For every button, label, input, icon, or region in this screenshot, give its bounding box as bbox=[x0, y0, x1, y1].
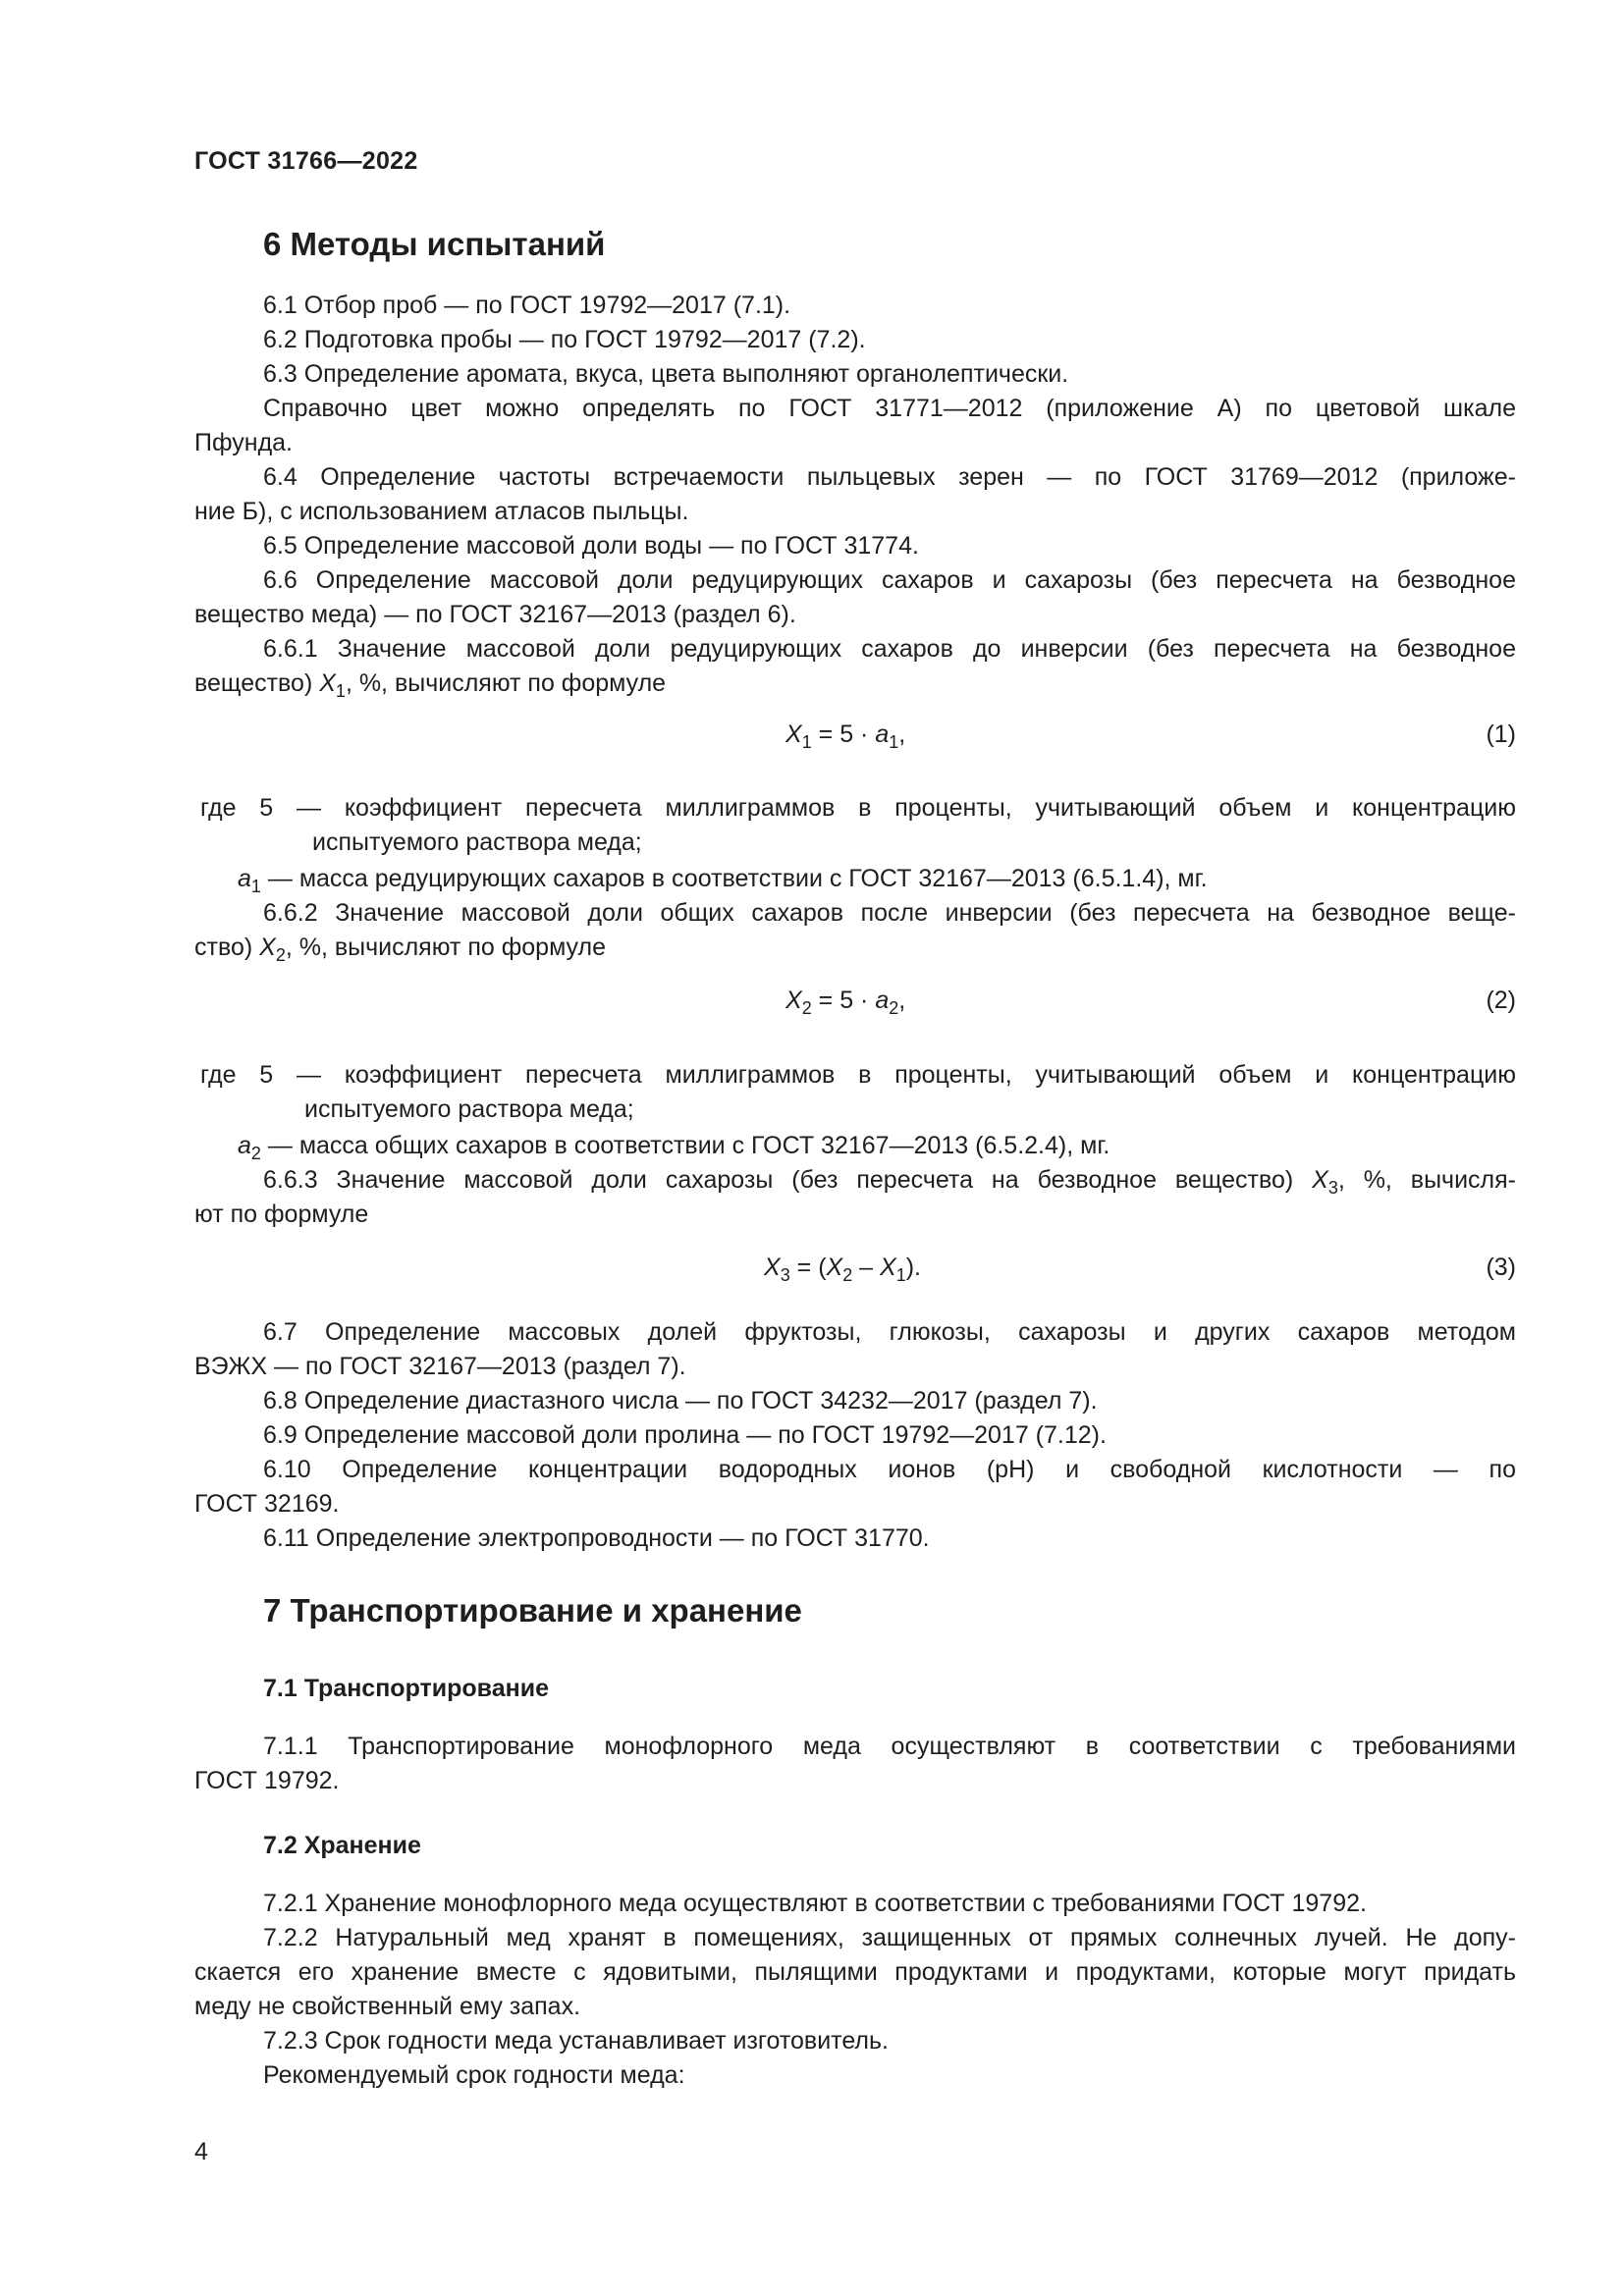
subsection-7-2-title: 7.2 Хранение bbox=[263, 1832, 421, 1859]
formula-1-number: (1) bbox=[1486, 721, 1516, 748]
para-6-6-1-line1: 6.6.1 Значение массовой доли редуцирующих сахаров до инверсии (без пересчета на безводное bbox=[263, 635, 1516, 663]
para-6-9: 6.9 Определение массовой доли пролина — по ГОСТ 19792—2017 (7.12). bbox=[263, 1421, 1107, 1449]
formula-3-number: (3) bbox=[1486, 1254, 1516, 1281]
para-7-2-1: 7.2.1 Хранение монофлорного меда осуществляют в соответствии с требованиями ГОСТ 19792. bbox=[263, 1890, 1367, 1917]
para-6-6-2-line1: 6.6.2 Значение массовой доли общих сахаров после инверсии (без пересчета на безводное веще- bbox=[263, 899, 1516, 927]
where-1-line1: где 5 — коэффициент пересчета миллиграммов в проценты, учитывающий объем и концентрацию bbox=[200, 794, 1516, 822]
para-7-1-1-line2: ГОСТ 19792. bbox=[194, 1767, 340, 1794]
where-2-line1: где 5 — коэффициент пересчета миллиграммов в проценты, учитывающий объем и концентрацию bbox=[200, 1061, 1516, 1089]
para-6-10-line1: 6.10 Определение концентрации водородных ионов (pH) и свободной кислотности — по bbox=[263, 1456, 1516, 1483]
para-7-1-1-line1: 7.1.1 Транспортирование монофлорного меда осуществляют в соответствии с требованиями bbox=[263, 1733, 1516, 1760]
para-6-11: 6.11 Определение электропроводности — по ГОСТ 31770. bbox=[263, 1524, 930, 1552]
where-2-line2: испытуемого раствора меда; bbox=[304, 1095, 634, 1123]
para-7-2-2-line2: скается его хранение вместе с ядовитыми, пылящими продуктами и продуктами, которые могут придать bbox=[194, 1958, 1516, 1986]
section-7-title: 7 Транспортирование и хранение bbox=[263, 1592, 802, 1629]
para-6-4-line1: 6.4 Определение частоты встречаемости пыльцевых зерен — по ГОСТ 31769—2012 (приложе- bbox=[263, 463, 1516, 491]
para-6-2: 6.2 Подготовка пробы — по ГОСТ 19792—2017 (7.2). bbox=[263, 326, 866, 353]
para-6-10-line2: ГОСТ 32169. bbox=[194, 1490, 340, 1518]
para-6-7-line1: 6.7 Определение массовых долей фруктозы, глюкозы, сахарозы и других сахаров методом bbox=[263, 1318, 1516, 1346]
para-6-8: 6.8 Определение диастазного числа — по ГОСТ 34232—2017 (раздел 7). bbox=[263, 1387, 1098, 1415]
formula-2-number: (2) bbox=[1486, 987, 1516, 1014]
para-6-6-2-line2: ство) $X_2$, %, вычисляют по формуле bbox=[194, 934, 606, 965]
document-header: ГОСТ 31766—2022 bbox=[194, 147, 418, 175]
page-number: 4 bbox=[194, 2138, 208, 2165]
para-6-3b-line1: Справочно цвет можно определять по ГОСТ 31771—2012 (приложение А) по цветовой шкале bbox=[263, 395, 1516, 422]
where-1-a1: $a_1$ — масса редуцирующих сахаров в соответствии с ГОСТ 32167—2013 (6.5.1.4), мг. bbox=[238, 865, 1208, 896]
para-6-6-1-line2: вещество) $X_1$, %, вычисляют по формуле bbox=[194, 669, 667, 701]
para-6-3: 6.3 Определение аромата, вкуса, цвета выполняют органолептически. bbox=[263, 360, 1069, 388]
para-6-7-line2: ВЭЖХ — по ГОСТ 32167—2013 (раздел 7). bbox=[194, 1353, 686, 1380]
para-7-2-2-line3: меду не свойственный ему запах. bbox=[194, 1993, 581, 2020]
where-1-line2: испытуемого раствора меда; bbox=[312, 828, 642, 856]
para-6-6-3-line2: ют по формуле bbox=[194, 1201, 369, 1228]
section-6-title: 6 Методы испытаний bbox=[263, 226, 606, 262]
para-6-4-line2: ние Б), с использованием атласов пыльцы. bbox=[194, 498, 689, 525]
formula-2: $X_2 = 5 \cdot a_2$, bbox=[785, 987, 906, 1018]
para-7-2-3b: Рекомендуемый срок годности меда: bbox=[263, 2061, 685, 2089]
para-7-2-2-line1: 7.2.2 Натуральный мед хранят в помещениях, защищенных от прямых солнечных лучей. Не допу- bbox=[263, 1924, 1516, 1951]
para-7-2-3: 7.2.3 Срок годности меда устанавливает изготовитель. bbox=[263, 2027, 889, 2055]
formula-1: $X_1 = 5 \cdot a_1$, bbox=[785, 721, 906, 752]
para-6-5: 6.5 Определение массовой доли воды — по ГОСТ 31774. bbox=[263, 532, 919, 560]
para-6-6-3-line1: 6.6.3 Значение массовой доли сахарозы (без пересчета на безводное вещество) $X_3$, %, вычисля- bbox=[263, 1166, 1516, 1198]
subsection-7-1-title: 7.1 Транспортирование bbox=[263, 1675, 549, 1702]
para-6-6-line2: вещество меда) — по ГОСТ 32167—2013 (раздел 6). bbox=[194, 601, 796, 628]
para-6-3b-line2: Пфунда. bbox=[194, 429, 293, 456]
where-2-a2: $a_2$ — масса общих сахаров в соответствии с ГОСТ 32167—2013 (6.5.2.4), мг. bbox=[238, 1132, 1110, 1163]
formula-3: $X_3 = (X_2 - X_1)$. bbox=[764, 1254, 922, 1285]
para-6-1: 6.1 Отбор проб — по ГОСТ 19792—2017 (7.1). bbox=[263, 292, 791, 319]
para-6-6-line1: 6.6 Определение массовой доли редуцирующих сахаров и сахарозы (без пересчета на безводное bbox=[263, 566, 1516, 594]
